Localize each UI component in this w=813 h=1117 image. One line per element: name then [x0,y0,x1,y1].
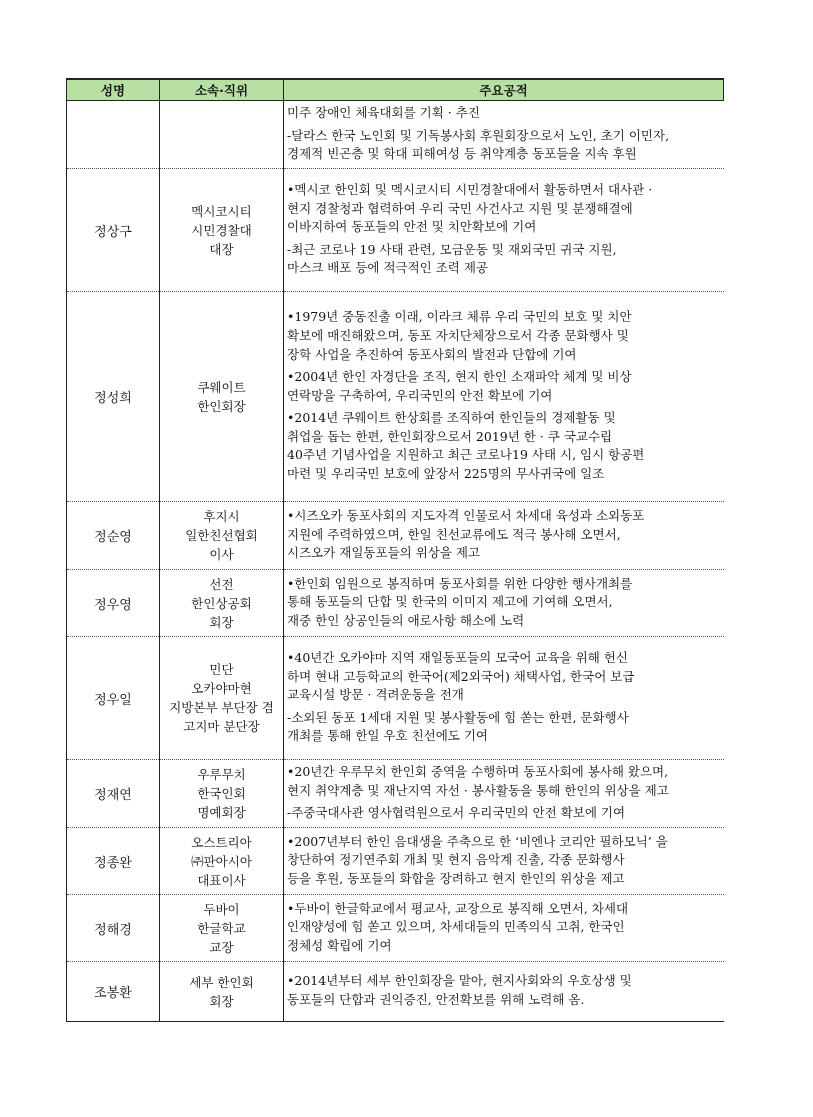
achievement-line: 경제적 빈곤층 및 학대 피해여성 등 취약계층 동포들을 지속 후원 [287,146,637,162]
achievement-item [287,368,721,405]
achievements-cell [284,292,724,502]
award-table [66,78,724,1022]
person-name: 조봉환 [67,962,160,1022]
achievement-line: 통해 동포들의 단합 및 한국의 이미지 제고에 기여해 오면서, [287,594,613,610]
achievement-line: •한인회 임원으로 봉직하며 동포사회를 위한 다양한 행사개최를 [287,575,633,591]
achievement-item [287,804,721,823]
achievements-cell [284,962,724,1022]
achievement-line: •두바이 한글학교에서 평교사, 교장으로 봉직해 오면서, 차세대 [287,900,629,916]
achievement-item [287,763,721,800]
affiliation-line: 오카야마현 [191,681,252,696]
achievements-cell [284,502,724,570]
achievement-line: •40년간 오카야마 지역 재일동포들의 모국어 교육을 위해 헌신 [287,650,628,666]
affiliation-cell [160,962,284,1022]
affiliation-line: 명예회장 [197,805,246,820]
achievement-line: 개최를 통해 한일 우호 친선에도 기여 [287,728,488,744]
achievement-item [287,972,721,1009]
affiliation-line: 후지시 [203,509,240,524]
table-row [67,292,724,502]
achievement-line: 미주 장애인 체육대회를 기획 · 추진 [287,105,480,121]
achievement-item [287,575,721,631]
achievement-line: -소외된 동포 1세대 지원 및 봉사활동에 힘 쏟는 한편, 문화행사 [287,709,629,725]
person-name: 정종완 [67,828,160,895]
achievement-line: 현지 취약계층 및 재난지역 자선 · 봉사활동을 통해 한인의 위상을 제고 [287,782,669,798]
affiliation-line: 대표이사 [197,872,246,888]
achievement-item [287,308,721,364]
achievement-item [287,127,721,164]
affiliation-line: 우루무치 [197,767,246,782]
affiliation-line: 민단 [209,662,234,677]
achievement-line: 마스크 배포 등에 적극적인 조력 제공 [287,260,488,276]
achievement-line: -최근 코로나 19 사태 관련, 모금운동 및 재외국민 귀국 지원, [287,241,617,257]
person-name: 정성희 [67,292,160,502]
affiliation-cell [160,101,284,169]
header-affiliation: 소속·직위 [160,79,284,101]
affiliation-cell [160,828,284,895]
table-body [67,101,724,1022]
achievement-item [287,507,721,563]
achievement-line: •멕시코 한인회 및 멕시코시티 시민경찰대에서 활동하면서 대사관 · [287,182,653,198]
achievement-line: 취업을 돕는 한편, 한인회장으로서 2019년 한 · 쿠 국교수립 [287,428,613,444]
achievement-line: -주중국대사관 영사협력원으로서 우리국민의 안전 확보에 기여 [287,805,626,821]
achievement-item [287,709,721,746]
table-row [67,895,724,962]
affiliation-line: 오스트리아 [191,834,252,850]
header-achievements: 주요공적 [284,79,724,101]
person-name [67,101,160,169]
achievement-line: -달라스 한국 노인회 및 기독봉사회 후원회장으로서 노인, 초기 이민자, [287,127,670,143]
achievement-line: 마련 및 우리국민 보호에 앞장서 225명의 무사귀국에 일조 [287,466,605,482]
achievement-line: 시즈오카 재일동포들의 위상을 제고 [287,545,481,561]
achievement-item [287,900,721,956]
affiliation-line: 대장 [209,241,234,257]
achievement-line: 장학 사업을 추진하여 동포사회의 발전과 단합에 기여 [287,346,577,362]
achievement-line: 교육시설 방문 · 격려운동을 전개 [287,687,464,703]
affiliation-cell [160,895,284,962]
achievement-line: 이바지하여 동포들의 안전 및 치안확보에 기여 [287,219,537,235]
achievement-item [287,409,721,483]
affiliation-cell [160,760,284,828]
header-row [67,79,724,101]
achievements-cell [284,895,724,962]
affiliation-cell [160,637,284,760]
affiliation-line: 멕시코시티 [191,203,252,219]
table-row [67,570,724,637]
table-row [67,962,724,1022]
affiliation-line: 시민경찰대 [191,222,252,238]
table-row [67,760,724,828]
achievement-line: •시즈오카 동포사회의 지도자격 인물로서 차세대 육성과 소외동포 [287,508,645,524]
person-name: 정우일 [67,637,160,760]
achievement-line: •2004년 한인 자경단을 조직, 현지 한인 소재파악 체계 및 비상 [287,369,632,385]
achievement-line: •1979년 중동진출 이래, 이라크 체류 우리 국민의 보호 및 치안 [287,309,632,325]
achievement-line: 하며 현내 고등학교의 한국어(제2외국어) 채택사업, 한국어 보급 [287,668,635,684]
table-row [67,637,724,760]
achievement-line: 40주년 기념사업을 지원하고 최근 코로나19 사태 시, 임시 항공편 [287,447,645,463]
table-row [67,502,724,570]
affiliation-line: 한인회장 [197,398,246,414]
table-row [67,101,724,169]
achievement-line: •2014년 쿠웨이트 한상회를 조직하여 한인들의 경제활동 및 [287,410,616,426]
affiliation-cell [160,292,284,502]
achievement-line: •2014년부터 세부 한인회장을 맡아, 현지사회와의 우호상생 및 [287,973,632,989]
achievement-line: 등을 후원, 동포들의 화합을 장려하고 현지 한인의 위상을 제고 [287,870,625,886]
affiliation-cell [160,169,284,292]
affiliation-cell [160,502,284,570]
achievements-cell [284,570,724,637]
person-name: 정상구 [67,169,160,292]
header-name: 성명 [67,79,160,101]
achievements-cell [284,760,724,828]
affiliation-line: 이사 [209,547,234,562]
affiliation-line: 한국인회 [197,786,246,801]
achievements-cell [284,828,724,895]
achievement-line: •20년간 우루무치 한인회 중역을 수행하며 동포사회에 봉사해 왔으며, [287,764,669,780]
achievement-line: •2007년부터 한인 음대생을 주축으로 한 ‘비엔나 코리안 필하모닉’ 을 [287,833,668,849]
achievement-item [287,241,721,278]
achievement-line: 정체성 확립에 기여 [287,937,392,953]
person-name: 정우영 [67,570,160,637]
achievement-line: 재중 한인 상공인들의 애로사항 해소에 노력 [287,612,525,628]
person-name: 정순영 [67,502,160,570]
affiliation-line: 회장 [209,993,234,1009]
person-name: 정해경 [67,895,160,962]
affiliation-cell [160,570,284,637]
achievements-cell [284,101,724,169]
achievement-item [287,104,721,123]
affiliation-line: 교장 [209,939,234,955]
affiliation-line: 일한친선협회 [185,528,258,543]
achievement-line: 연락망을 구축하여, 우리국민의 안전 확보에 기여 [287,387,553,403]
affiliation-line: 두바이 [203,901,240,917]
achievement-line: 지원에 주력하였으며, 한일 친선교류에도 적극 봉사해 오면서, [287,526,621,542]
affiliation-line: 한인상공회 [191,595,252,611]
achievements-cell [284,637,724,760]
table-row [67,828,724,895]
affiliation-line: 쿠웨이트 [197,379,246,395]
affiliation-line: ㈜판아시아 [191,853,252,869]
achievement-item [287,833,721,889]
achievement-item [287,181,721,237]
affiliation-line: 지방본부 부단장 겸 [169,700,274,715]
affiliation-line: 한글학교 [197,920,246,936]
affiliation-line: 고지마 분단장 [183,719,260,734]
affiliation-line: 회장 [209,614,234,630]
table-row [67,169,724,292]
achievement-line: 현지 경찰청과 협력하여 우리 국민 사건사고 지원 및 분쟁해결에 [287,200,633,216]
achievement-line: 인재양성에 힘 쏟고 있으며, 차세대들의 민족의식 고취, 한국인 [287,919,625,935]
achievement-line: 확보에 매진해왔으며, 동포 자치단체장으로서 각종 문화행사 및 [287,327,629,343]
affiliation-line: 세부 한인회 [189,974,254,990]
person-name: 정재연 [67,760,160,828]
achievements-cell [284,169,724,292]
affiliation-line: 선전 [209,576,234,592]
achievement-line: 창단하여 정기연주회 개최 및 현지 음악계 진출, 각종 문화행사 [287,852,625,868]
achievement-line: 동포들의 단합과 권익증진, 안전확보를 위해 노력해 옴. [287,992,585,1007]
achievement-item [287,649,721,705]
